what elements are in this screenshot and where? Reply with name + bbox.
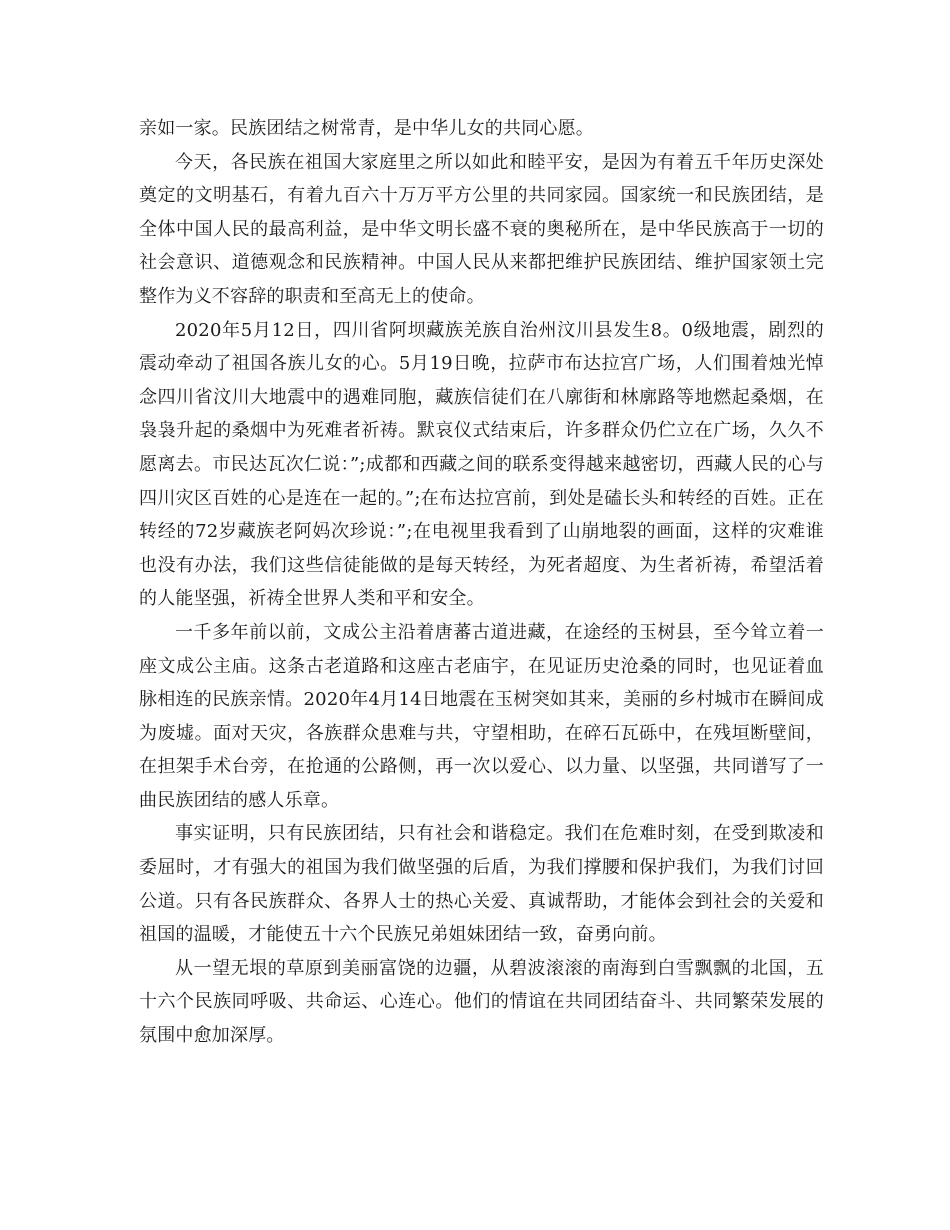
document-body xyxy=(139,112,824,1053)
paragraph-6: 从一望无垠的草原到美丽富饶的边疆，从碧波滚滚的南海到白雪飘飘的北国，五十六个民族同呼吸、共命运、心连心。他们的情谊在共同团结奋斗、共同繁荣发展的氛围中愈加深厚。 xyxy=(139,957,824,1047)
paragraph-4: 一千多年前以前，文成公主沿着唐蕃古道进藏，在途经的玉树县，至今耸立着一座文成公主庙。这条古老道路和这座古老庙宇，在见证历史沧桑的同时，也见证着血脉相连的民族亲情。2020年4月14日地震在玉树突如其来，美丽的乡村城市在瞬间成为废墟。面对天灾，各族群众患难与共，守望相助，在碎石瓦砾中，在残垣断壁间，在担架手术台旁，在抢通的公路侧，再一次以爱心、以力量、以坚强，共同谱写了一曲民族团结的感人乐章。 xyxy=(139,621,824,811)
paragraph-5: 事实证明，只有民族团结，只有社会和谐稳定。我们在危难时刻，在受到欺凌和委屈时，才有强大的祖国为我们做坚强的后盾，为我们撑腰和保护我们，为我们讨回公道。只有各民族群众、各界人士的热心关爱、真诚帮助，才能体会到社会的关爱和祖国的温暖，才能使五十六个民族兄弟姐妹团结一致，奋勇向前。 xyxy=(139,823,824,946)
paragraph-3: 2020年5月12日，四川省阿坝藏族羌族自治州汶川县发生8。0级地震，剧烈的震动牵动了祖国各族儿女的心。5月19日晚，拉萨市布达拉宫广场，人们围着烛光悼念四川省汶川大地震中的遇难同胞，藏族信徒们在八廓街和林廓路等地燃起桑烟，在袅袅升起的桑烟中为死难者祈祷。默哀仪式结束后，许多群众仍伫立在广场，久久不愿离去。市民达瓦次仁说：”;成都和西藏之间的联系变得越来越密切，西藏人民的心与四川灾区百姓的心是连在一起的。”;在布达拉宫前，到处是磕长头和转经的百姓。正在转经的72岁藏族老阿妈次珍说：”;在电视里我看到了山崩地裂的画面，这样的灾难谁也没有办法，我们这些信徒能做的是每天转经，为死者超度、为生者祈祷，希望活着的人能坚强，祈祷全世界人类和平和安全。 xyxy=(139,319,824,610)
paragraph-2: 今天，各民族在祖国大家庭里之所以如此和睦平安，是因为有着五千年历史深处奠定的文明基石，有着九百六十万万平方公里的共同家园。国家统一和民族团结，是全体中国人民的最高利益，是中华文明长盛不衰的奥秘所在，是中华民族高于一切的社会意识、道德观念和民族精神。中国人民从来都把维护民族团结、维护国家领土完整作为义不容辞的职责和至高无上的使命。 xyxy=(139,151,824,307)
paragraph-1: 亲如一家。民族团结之树常青，是中华儿女的共同心愿。 xyxy=(139,118,594,139)
